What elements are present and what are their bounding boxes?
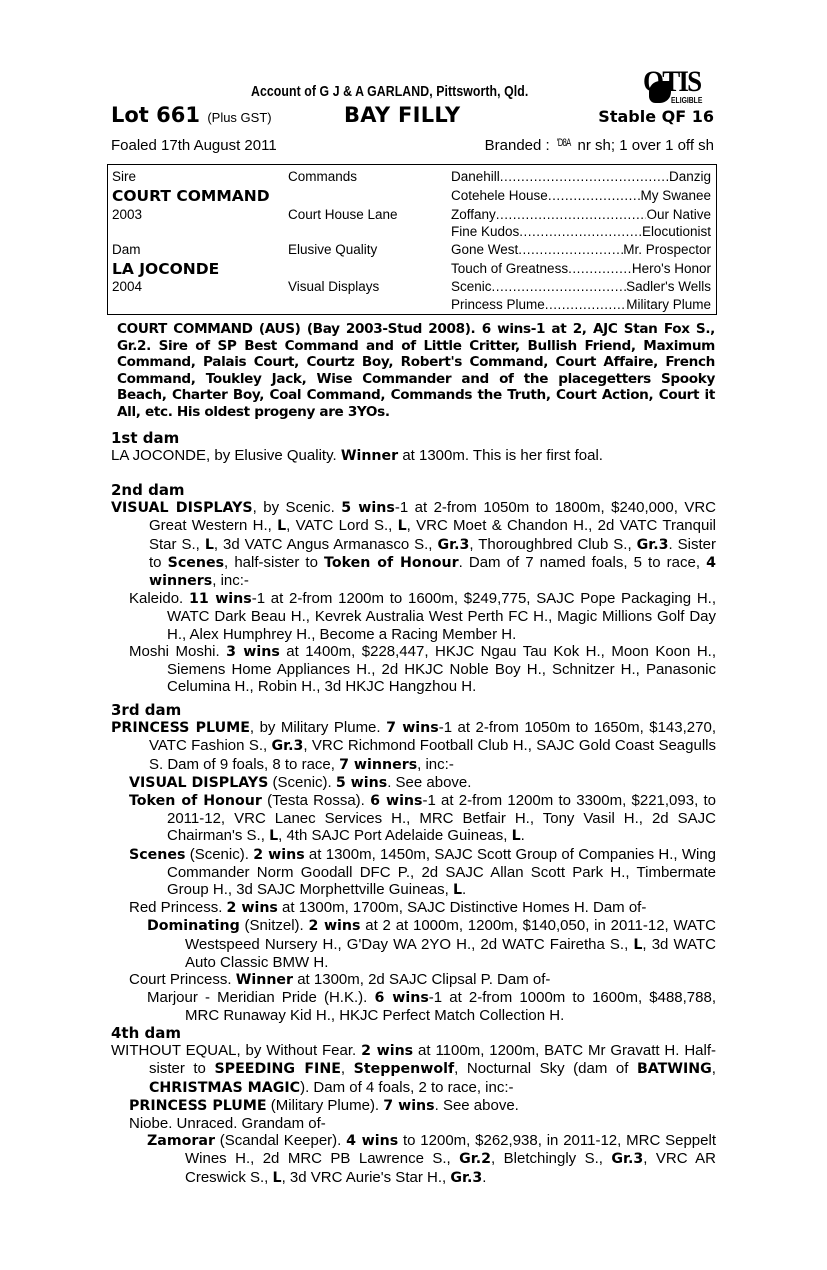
text-run: , Bletchingly S., bbox=[491, 1150, 612, 1168]
dam-section-2 bbox=[111, 482, 716, 695]
ancestor-parent: Hero's Honor bbox=[631, 261, 711, 276]
text-run: . Sister to bbox=[149, 535, 716, 571]
text-run: (Scenic). bbox=[268, 773, 336, 791]
text-run: . See above. bbox=[434, 1096, 519, 1114]
produce-entry bbox=[111, 590, 716, 643]
ancestor-name: Princess Plume bbox=[451, 297, 545, 312]
bold-text: 7 winners bbox=[339, 756, 418, 773]
text-run: -1 at 2-from 1050m to 1800m, $240,000, VRC Great Western H., bbox=[149, 499, 716, 535]
bold-text: 4 wins bbox=[346, 1133, 399, 1150]
text-run: at 1100m, 1200m, BATC Mr Gravatt H. Half-sister to bbox=[149, 1042, 716, 1078]
branding bbox=[485, 137, 714, 154]
bold-text: 6 wins bbox=[374, 990, 429, 1007]
sire-year: 2003 bbox=[112, 207, 143, 222]
bold-text: L bbox=[511, 828, 521, 845]
text-run: at 1400m, $228,447, HKJC Ngau Tau Kok H., Moon Koon H., Siemens Home Appliances H., 2d HKJC Noble Boy H., Schnitzer H., Panasonic Celumina H., Robin H., 3d HKJC Hangzhou H. bbox=[167, 642, 717, 696]
dam-section-1 bbox=[111, 430, 716, 465]
bold-text: 3 wins bbox=[226, 643, 280, 660]
ancestor-parent: Sadler's Wells bbox=[626, 279, 711, 294]
bold-text: Gr.2 bbox=[459, 1151, 492, 1168]
bold-text: SPEEDING FINE bbox=[214, 1061, 341, 1078]
bold-text: 7 wins bbox=[386, 720, 439, 737]
produce-entry bbox=[111, 846, 716, 900]
text-run: at 1300m, 1450m, SAJC Scott Group of Companies H., Wing Commander Norm Goodall DFC P., 2d SAJC Allan Scott Park H., Timbermate Group H., 3d SAJC Morphettville Guineas, bbox=[167, 845, 717, 899]
text-run: -1 at 2-from 1200m to 3300m, $221,093, to 2011-12, VRC Lanec Services H., MRC Betfair H., Tony Vasil H., 2d SAJC Chairman's S., bbox=[167, 792, 716, 845]
bold-text: 6 wins bbox=[370, 793, 423, 810]
text-run: WITHOUT EQUAL, by Without Fear. bbox=[111, 1042, 362, 1060]
leader-dots bbox=[519, 224, 642, 239]
branded-label: Branded : bbox=[484, 137, 550, 154]
ancestor-row bbox=[451, 207, 711, 222]
text-run: Niobe. Unraced. Grandam of- bbox=[129, 1115, 326, 1133]
leader-dots bbox=[545, 297, 626, 312]
produce-entry bbox=[111, 643, 716, 696]
text-run: (Scenic). bbox=[185, 845, 254, 863]
bold-text: L bbox=[269, 828, 279, 845]
text-run: . bbox=[482, 1168, 487, 1186]
text-run: ). Dam of 4 foals, 2 to race, inc:- bbox=[300, 1078, 514, 1096]
dam-year: 2004 bbox=[112, 279, 143, 294]
bold-text: Scenes bbox=[167, 554, 225, 571]
produce-entry bbox=[111, 899, 716, 917]
sire-sire: Commands bbox=[288, 169, 358, 184]
ancestor-parent: Our Native bbox=[646, 207, 711, 222]
dam-sire: Elusive Quality bbox=[288, 242, 378, 257]
leader-dots bbox=[518, 242, 623, 257]
logo-text: QTIS bbox=[643, 65, 701, 98]
bold-text: Gr.3 bbox=[636, 536, 669, 553]
text-run: , half-sister to bbox=[224, 553, 325, 571]
produce-entry bbox=[111, 1042, 716, 1097]
ancestor-row bbox=[451, 261, 711, 276]
branded-details: nr sh; 1 over 1 off sh bbox=[577, 137, 714, 154]
bold-text: PRINCESS PLUME bbox=[111, 720, 250, 737]
text-run: , VRC Richmond Football Club H., SAJC Gold Coast Seagulls S. Dam of 9 foals, 8 to race, bbox=[149, 737, 716, 773]
bold-text: Gr.3 bbox=[450, 1169, 483, 1186]
foaled-date: Foaled 17th August 2011 bbox=[111, 137, 277, 154]
bold-text: Gr.3 bbox=[437, 536, 470, 553]
bold-text: VISUAL DISPLAYS bbox=[129, 774, 269, 791]
text-run: , inc:- bbox=[212, 572, 249, 590]
text-run: . See above. bbox=[387, 773, 472, 791]
ancestor-row bbox=[451, 297, 711, 312]
dam-heading: 1st dam bbox=[111, 429, 180, 447]
text-run: Marjour - Meridian Pride (H.K.). bbox=[147, 989, 375, 1007]
text-run: LA JOCONDE, by Elusive Quality. bbox=[111, 447, 341, 465]
sire-name: COURT COMMAND bbox=[112, 187, 270, 205]
bold-text: BATWING bbox=[636, 1061, 712, 1078]
ancestor-name: Zoffany bbox=[451, 207, 496, 222]
ancestor-name: Touch of Greatness bbox=[451, 261, 569, 276]
produce-entry bbox=[111, 447, 716, 465]
text-run: . Dam of 7 named foals, 5 to race, bbox=[458, 553, 707, 571]
bold-text: L bbox=[277, 518, 287, 535]
dam-heading: 4th dam bbox=[111, 1024, 181, 1042]
bold-text: Token of Honour bbox=[129, 793, 262, 810]
produce-entry bbox=[111, 989, 716, 1024]
sire-dam: Court House Lane bbox=[288, 207, 398, 222]
ancestor-parent: Mr. Prospector bbox=[623, 242, 711, 257]
text-run: , bbox=[340, 1060, 354, 1078]
bold-text: Token of Honour bbox=[324, 554, 459, 571]
gst-note: (Plus GST) bbox=[207, 110, 272, 125]
text-run: . bbox=[520, 827, 525, 845]
leader-dots bbox=[548, 188, 641, 203]
text-run: -1 at 2-from 1000m to 1600m, $488,788, MRC Runaway Kid H., HKJC Perfect Match Collection H. bbox=[185, 989, 716, 1025]
bold-text: Steppenwolf bbox=[353, 1061, 455, 1078]
text-run: Kaleido. bbox=[129, 590, 189, 608]
text-run: , Thoroughbred Club S., bbox=[469, 535, 637, 553]
horse-description: BAY FILLY bbox=[344, 103, 461, 127]
bold-text: L bbox=[397, 518, 407, 535]
text-run: (Testa Rossa). bbox=[261, 792, 371, 810]
bold-text: PRINCESS PLUME bbox=[129, 1097, 267, 1114]
bold-text: L bbox=[272, 1169, 282, 1186]
bold-text: 5 wins bbox=[341, 500, 395, 517]
bold-text: 2 wins bbox=[253, 846, 305, 863]
ancestor-parent: Danzig bbox=[668, 169, 711, 184]
bold-text: Gr.3 bbox=[611, 1151, 644, 1168]
text-run: , VRC Moet & Chandon H., 2d VATC Tranquil Star S., bbox=[149, 517, 716, 553]
leader-dots bbox=[492, 279, 627, 294]
bold-text: 2 wins bbox=[308, 918, 361, 935]
bold-text: 5 wins bbox=[335, 774, 388, 791]
ancestor-parent: Military Plume bbox=[626, 297, 711, 312]
text-run: . bbox=[462, 881, 467, 899]
produce-entry bbox=[111, 719, 716, 774]
ancestor-row bbox=[451, 188, 711, 203]
bold-text: Scenes bbox=[129, 846, 186, 863]
produce-entry bbox=[111, 499, 716, 590]
text-run: , 3d VRC Aurie's Star H., bbox=[281, 1168, 451, 1186]
text-run: at 2 at 1000m, 1200m, $140,050, in 2011-12, WATC Westspeed Nursery H., G'Day WA 2YO H., 2d WATC Fairetha S., bbox=[185, 917, 716, 953]
ancestor-row bbox=[451, 224, 711, 239]
text-run: at 1300m, 1700m, SAJC Distinctive Homes H. Dam of- bbox=[277, 899, 647, 917]
leader-dots bbox=[568, 261, 632, 276]
text-run: Red Princess. bbox=[129, 899, 227, 917]
bold-text: 4 winners bbox=[149, 554, 716, 590]
text-run: (Scandal Keeper). bbox=[214, 1132, 347, 1150]
bold-text: 2 wins bbox=[226, 900, 278, 917]
produce-entry bbox=[111, 917, 716, 971]
bold-text: Gr.3 bbox=[271, 738, 304, 755]
text-run: , by Military Plume. bbox=[249, 719, 387, 737]
produce-entry bbox=[111, 971, 716, 989]
lot-number bbox=[111, 103, 272, 127]
text-run: , 4th SAJC Port Adelaide Guineas, bbox=[278, 827, 512, 845]
ancestor-name: Cotehele House bbox=[451, 188, 548, 203]
produce-entry bbox=[111, 792, 716, 846]
produce-entry bbox=[111, 1097, 716, 1115]
sire-label: Sire bbox=[112, 169, 137, 184]
text-run: , VATC Lord S., bbox=[286, 517, 398, 535]
lot-label: Lot 661 bbox=[111, 103, 200, 127]
sire-summary: COURT COMMAND (AUS) (Bay 2003-Stud 2008). 6 wins-1 at 2, AJC Stan Fox S., Gr.2. Sire of SP Best Command and of Little Critter, Bullish Friend, Maximum Command, Palais Court, Courtz Boy, Robert's Command, Court Affaire, French Command, Toukley Jack, Wise Commander and of the placegetters Spooky Beach, Charter Boy, Coal Command, Commands the Truth, Court Action, Court it All, etc. His oldest progeny are 3YOs. bbox=[117, 321, 715, 420]
vendor-account: Account of G J & A GARLAND, Pittsworth, Qld. bbox=[251, 83, 529, 100]
dam-dam: Visual Displays bbox=[288, 279, 380, 294]
bold-text: CHRISTMAS MAGIC bbox=[149, 1079, 301, 1096]
bold-text: Zamorar bbox=[147, 1133, 215, 1150]
text-run: , bbox=[711, 1060, 716, 1078]
ancestor-name: Gone West bbox=[451, 242, 519, 257]
text-run: , VRC AR Creswick S., bbox=[185, 1150, 716, 1186]
text-run: Court Princess. bbox=[129, 971, 236, 989]
leader-dots bbox=[496, 207, 647, 222]
produce-entry bbox=[111, 774, 716, 792]
text-run: to 1200m, $262,938, in 2011-12, MRC Seppelt Wines H., 2d MRC PB Lawrence S., bbox=[185, 1132, 716, 1168]
bold-text: 7 wins bbox=[383, 1097, 435, 1114]
text-run: , by Scenic. bbox=[252, 499, 342, 517]
text-run: -1 at 2-from 1050m to 1650m, $143,270, VATC Fashion S., bbox=[149, 719, 716, 755]
stable-number: Stable QF 16 bbox=[598, 107, 714, 126]
leader-dots bbox=[500, 169, 669, 184]
logo-subtext: ELIGIBLE bbox=[671, 96, 703, 105]
dam-heading: 3rd dam bbox=[111, 701, 182, 719]
pedigree-table bbox=[107, 164, 717, 315]
dam-name: LA JOCONDE bbox=[112, 260, 220, 278]
brand-mark: 'D8A bbox=[556, 137, 571, 149]
dam-label: Dam bbox=[112, 242, 141, 257]
ancestor-name: Scenic bbox=[451, 279, 492, 294]
text-run: , inc:- bbox=[417, 755, 454, 773]
text-run: Moshi Moshi. bbox=[129, 642, 227, 660]
ancestor-row bbox=[451, 169, 711, 184]
produce-entry bbox=[111, 1115, 716, 1132]
ancestor-row bbox=[451, 242, 711, 257]
bold-text: L bbox=[633, 936, 643, 953]
bold-text: 11 wins bbox=[188, 591, 252, 608]
dam-section-3 bbox=[111, 702, 716, 1025]
bold-text: L bbox=[204, 536, 214, 553]
produce-entry bbox=[111, 1132, 716, 1187]
dam-heading: 2nd dam bbox=[111, 481, 185, 499]
bold-text: Winner bbox=[340, 448, 399, 465]
text-run: , Nocturnal Sky (dam of bbox=[454, 1060, 637, 1078]
text-run: at 1300m. This is her first foal. bbox=[398, 447, 603, 465]
ancestor-parent: My Swanee bbox=[640, 188, 711, 203]
text-run: at 1300m, 2d SAJC Clipsal P. Dam of- bbox=[293, 971, 551, 989]
bold-text: L bbox=[452, 882, 463, 899]
text-run: (Snitzel). bbox=[239, 917, 309, 935]
bold-text: Dominating bbox=[147, 918, 240, 935]
bold-text: 2 wins bbox=[361, 1043, 414, 1060]
ancestor-name: Danehill bbox=[451, 169, 500, 184]
bold-text: Winner bbox=[235, 972, 294, 989]
ancestor-name: Fine Kudos bbox=[451, 224, 520, 239]
ancestor-parent: Elocutionist bbox=[641, 224, 711, 239]
text-run: , 3d WATC Auto Classic BMW H. bbox=[185, 935, 716, 971]
text-run: -1 at 2-from 1200m to 1600m, $249,775, SAJC Pope Packaging H., WATC Dark Beau H., Kevrek Australia West Perth FC H., Magic Millions Golf Day H., Alex Humphrey H., Become a Racing Member H. bbox=[167, 590, 717, 643]
bold-text: VISUAL DISPLAYS bbox=[111, 500, 253, 517]
dam-section-4 bbox=[111, 1025, 716, 1187]
text-run: , 3d VATC Angus Armanasco S., bbox=[213, 535, 438, 553]
ancestor-row bbox=[451, 279, 711, 294]
text-run: (Military Plume). bbox=[266, 1096, 384, 1114]
qtis-eligible-logo bbox=[643, 67, 723, 107]
